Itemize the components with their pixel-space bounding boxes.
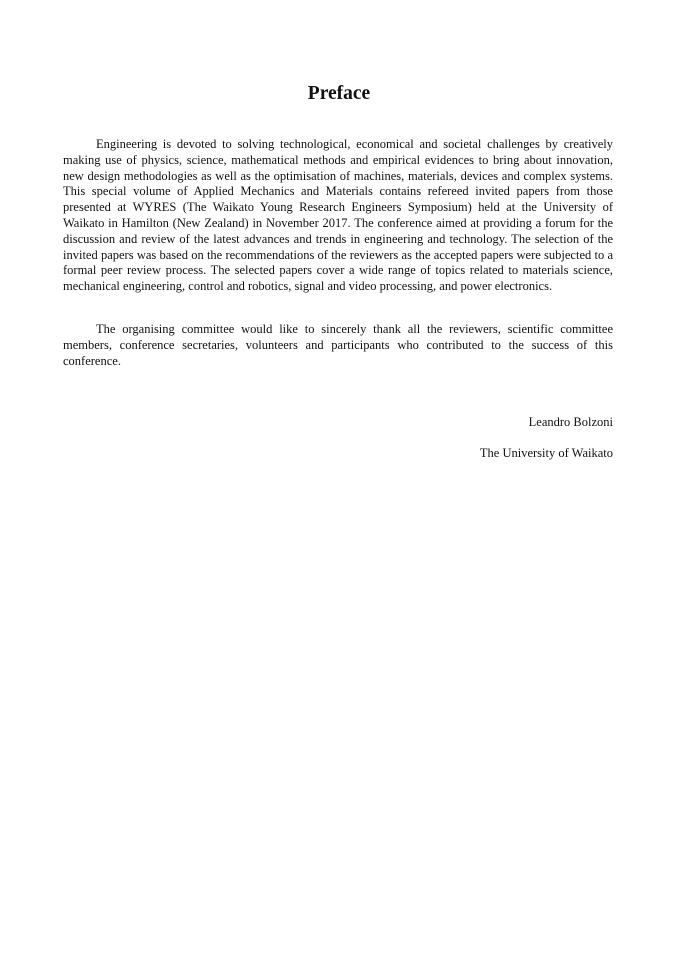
page-title: Preface — [307, 83, 371, 104]
author-affiliation: The University of Waikato — [479, 446, 613, 460]
preface-paragraph-1: Engineering is devoted to solving technological, economical and societal challenges by creatively making use of physics, science, mathematical methods and empirical evidences to bring about innovation, new design methodologies as well as the optimisation of machines, materials, devices and complex systems. This special volume of Applied Mechanics and Materials contains refereed invited papers from those presented at WYRES (The Waikato Young Research Engineers Symposium) held at the University of Waikato in Hamilton (New Zealand) in November 2017. The conference aimed at providing a forum for the discussion and review of the latest advances and trends in engineering and technology. The selection of the invited papers was based on the recommendations of the reviewers as the accepted papers were subjected to a formal peer review process. The selected papers cover a wide range of topics related to materials science, mechanical engineering, control and robotics, signal and video processing, and power electronics. — [63, 137, 613, 294]
author-name: Leandro Bolzoni — [528, 415, 613, 429]
preface-paragraph-2: The organising committee would like to sincerely thank all the reviewers, scientific committee members, conference secretaries, volunteers and participants who contributed to the success of this conference. — [63, 322, 613, 368]
